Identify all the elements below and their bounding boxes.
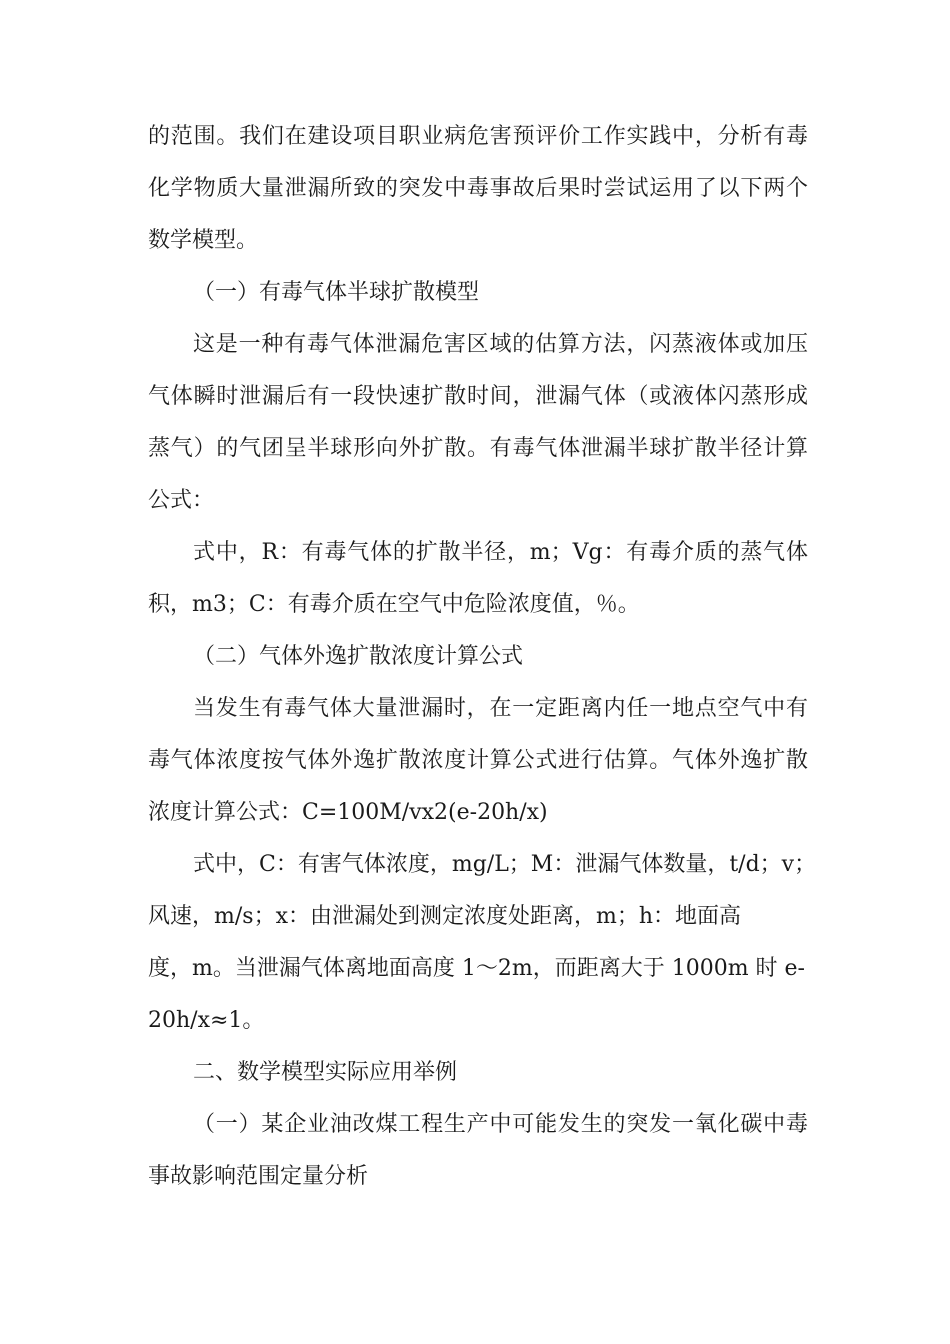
body-text-line: 风速，m/s；x：由泄漏处到测定浓度处距离，m；h：地面高 bbox=[148, 904, 742, 929]
body-text-line: 这是一种有毒气体泄漏危害区域的估算方法，闪蒸液体或加压 bbox=[193, 332, 808, 357]
body-text-line: 公式： bbox=[148, 488, 215, 513]
body-text-line: 式中，C：有害气体浓度，mg/L；M：泄漏气体数量，t/d；v； bbox=[193, 852, 817, 877]
subsection-heading: （一）某企业油改煤工程生产中可能发生的突发一氧化碳中毒 bbox=[193, 1112, 808, 1137]
body-text-line: 蒸气）的气团呈半球形向外扩散。有毒气体泄漏半球扩散半径计算 bbox=[148, 436, 808, 461]
section-heading: 二、数学模型实际应用举例 bbox=[193, 1060, 458, 1085]
subsection-heading: 事故影响范围定量分析 bbox=[148, 1164, 369, 1189]
section-heading: （二）气体外逸扩散浓度计算公式 bbox=[193, 644, 524, 669]
body-text-line: 数学模型。 bbox=[148, 228, 259, 253]
section-heading: （一）有毒气体半球扩散模型 bbox=[193, 280, 480, 305]
body-text-line: 度，m。当泄漏气体离地面高度 1～2m，而距离大于 1000m 时 e- bbox=[148, 956, 805, 981]
body-text-line: 积，m3；C：有毒介质在空气中危险浓度值，％。 bbox=[148, 592, 640, 617]
body-text-line: 当发生有毒气体大量泄漏时，在一定距离内任一地点空气中有 bbox=[193, 696, 808, 721]
formula-line: 浓度计算公式：C=100M/vx2(e-20h/x) bbox=[148, 800, 548, 825]
body-text-line: 毒气体浓度按气体外逸扩散浓度计算公式进行估算。气体外逸扩散 bbox=[148, 748, 808, 773]
body-text-line: 式中，R：有毒气体的扩散半径，m；Vg：有毒介质的蒸气体 bbox=[193, 540, 808, 565]
body-text-line: 的范围。我们在建设项目职业病危害预评价工作实践中，分析有毒 bbox=[148, 124, 808, 149]
body-text-line: 化学物质大量泄漏所致的突发中毒事故后果时尝试运用了以下两个 bbox=[148, 176, 808, 201]
body-text-line: 20h/x≈1。 bbox=[148, 1008, 265, 1033]
body-text-line: 气体瞬时泄漏后有一段快速扩散时间，泄漏气体（或液体闪蒸形成 bbox=[148, 384, 808, 409]
